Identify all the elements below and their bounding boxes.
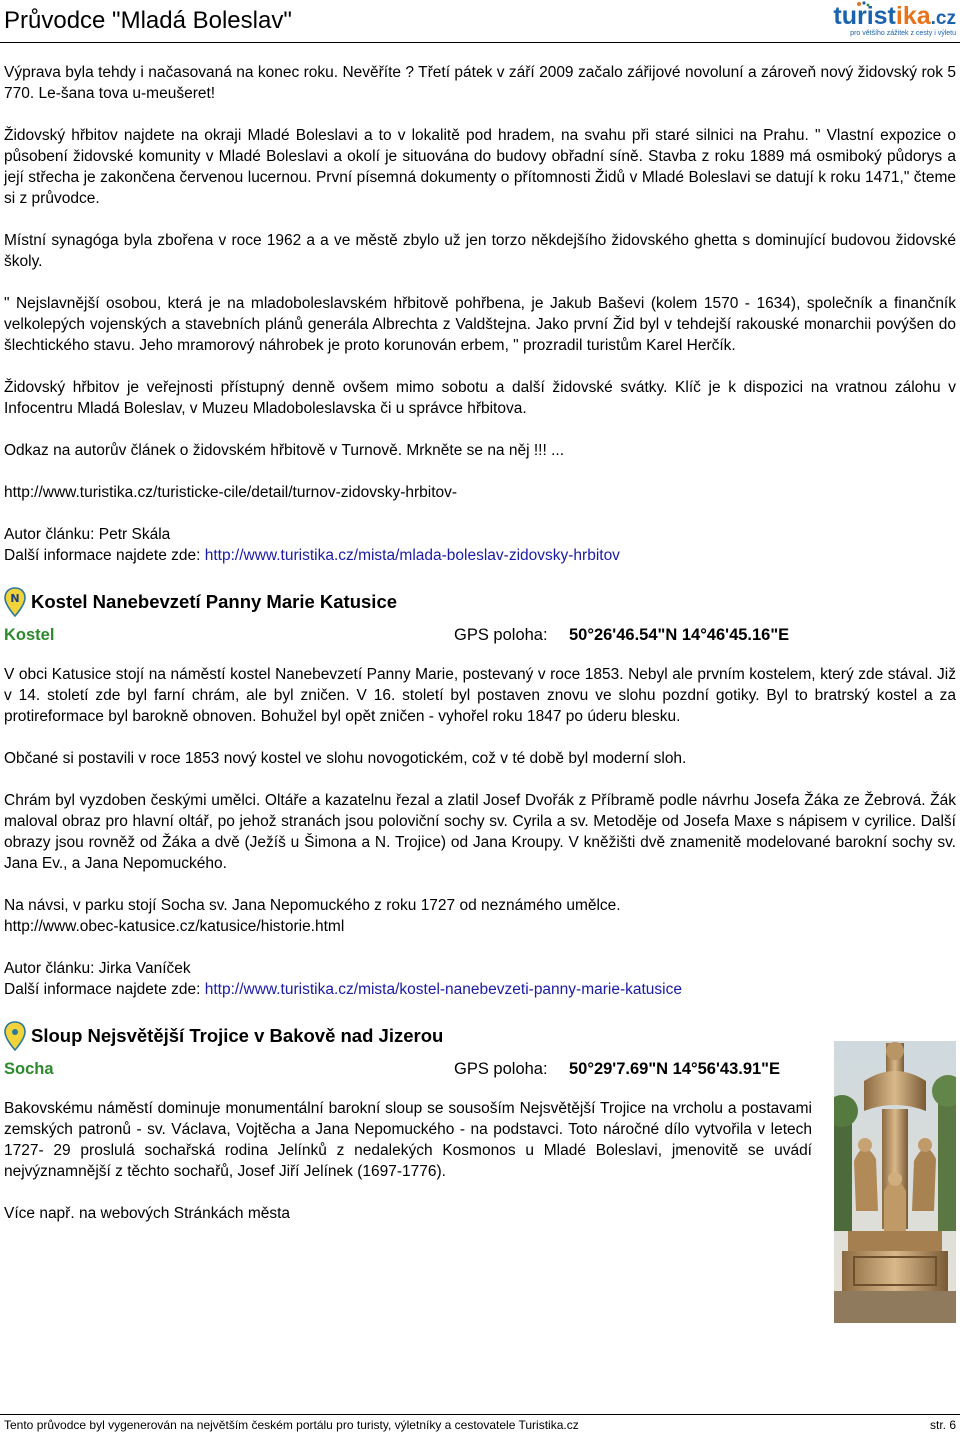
meta-row-socha bbox=[4, 1058, 956, 1082]
page-number: str. 6 bbox=[929, 1418, 956, 1432]
marker-letter: N bbox=[10, 592, 20, 605]
gps-value: 50°29'7.69"N 14°56'43.91"E bbox=[569, 1060, 781, 1078]
logo-cz: .cz bbox=[930, 8, 956, 29]
section-title-kostel: Kostel Nanebevzetí Panny Marie Katusice bbox=[31, 591, 398, 612]
footer-text: Tento průvodce byl vygenerován na největším českém portálu pro turisty, výletníky a cestovatele Turistika.cz bbox=[4, 1418, 579, 1432]
turnov-url: http://www.turistika.cz/turisticke-cile/detail/turnov-zidovsky-hrbitov- bbox=[4, 484, 458, 501]
footer-divider bbox=[0, 1414, 960, 1415]
article-body bbox=[4, 62, 956, 1245]
statue-photo bbox=[834, 1041, 956, 1323]
logo-ika: ika bbox=[895, 2, 931, 30]
header-divider bbox=[0, 42, 960, 43]
intro-paragraph-4: " Nejslavnější osobou, která je na mladoboleslavském hřbitově pohřbena, je Jakub Baševi (kolem 1570 - 1634), společník a finančník velkolepých vojenských a stavebních plánů generála Albrechta z Valdštejna. Jako první Žid byl v tehdejší rakouské monarchii povýšen do šlechtického stavu. Jeho mramorový náhrobek je proto korunován erbem, " prozradil turistům Karel Herčík. bbox=[4, 295, 956, 354]
category-kostel: Kostel bbox=[4, 626, 55, 644]
kostel-more-info-line bbox=[4, 979, 956, 1000]
document-title: Průvodce "Mladá Boleslav" bbox=[4, 7, 292, 34]
gps-label: GPS poloha: bbox=[454, 1060, 548, 1078]
section-title-socha: Sloup Nejsvětější Trojice v Bakově nad Jizerou bbox=[31, 1025, 444, 1046]
author-line: Autor článku: Petr Skála bbox=[4, 526, 171, 543]
map-pin-icon bbox=[4, 587, 26, 617]
trinity-column-image bbox=[834, 1041, 956, 1323]
kostel-paragraph-4: Na návsi, v parku stojí Socha sv. Jana Nepomuckého z roku 1727 od neznámého umělce. bbox=[4, 897, 621, 914]
intro-paragraph-5: Židovský hřbitov je veřejnosti přístupný denně ovšem mimo sobotu a další židovské svátky. Klíč je k dispozici na vratnou zálohu v Infocentru Mladá Boleslav, v Muzeu Mladoboleslavska či u správce hřbitova. bbox=[4, 379, 956, 417]
kostel-paragraph-1: V obci Katusice stojí na náměstí kostel Nanebevzetí Panny Marie, postevaný v roce 1853. Nebyl ale prvním kostelem, který zde stával. Již v 14. století zde byl farní chrám, ale byl zničen. V 16. století byl postaven znovu ve slohu pozdní gotiky. Byl to bratrský kostel a za protireformace byl barokně obnoven. Bohužel byl opět zničen - vyhořel roku 1847 po úderu blesku. bbox=[4, 666, 956, 725]
logo-turist: turist bbox=[833, 2, 896, 30]
intro-paragraph-2: Židovský hřbitov najdete na okraji Mladé Boleslavi a to v lokalitě pod hradem, na svahu při staré silnici na Prahu. " Vlastní expozice o působení židovské komunity v Mladé Boleslavi a okolí je situována do budovy obřadní síně. Stavba z roku 1889 má osmiboký půdorys a její střecha je zakončena červenou lucernou. První písemná dokumenty o přítomnosti Židů v Mladé Boleslavi se datují k roku 1471," čteme si z průvodce. bbox=[4, 127, 956, 207]
kostel-paragraph-3: Chrám byl vyzdoben českými umělci. Oltáře a kazatelnu řezal a zlatil Josef Dvořák z Příbramě podle návrhu Josefa Žáka ze Žebrová. Žák maloval obraz pro hlavní oltář, po jehož stranách jsou poloviční sochy sv. Cyrila a sv. Metoděje od Josefa Maxe s nápisem v cyrilice. Další obrazy jsou rovněž od Žáka a dvě (Ježíš u Šimona a N. Trojice) od Jana Kroupy. V kněžišti dvě znamenitě modelované barokní sochy sv. Jana Ev., a Jana Nepomuckého. bbox=[4, 792, 956, 872]
intro-paragraph-6: Odkaz na autorův článek o židovském hřbitově v Turnově. Mrkněte se na něj !!! ... bbox=[4, 442, 564, 459]
section-heading-socha bbox=[4, 1021, 956, 1051]
category-socha: Socha bbox=[4, 1060, 54, 1078]
more-info-link[interactable]: http://www.turistika.cz/mista/kostel-nanebevzeti-panny-marie-katusice bbox=[204, 981, 682, 998]
kostel-paragraph-2: Občané si postavili v roce 1853 nový kostel ve slohu novogotickém, což v té době byl moderní sloh. bbox=[4, 750, 687, 767]
kostel-author-line: Autor článku: Jirka Vaníček bbox=[4, 960, 191, 977]
intro-paragraph-1: Výprava byla tehdy i načasovaná na konec roku. Nevěříte ? Třetí pátek v září 2009 začalo zářijové novoluní a zároveň nový židovský rok 5 770. Le-šana tova u-meušeret! bbox=[4, 64, 956, 102]
gps-label: GPS poloha: bbox=[454, 626, 548, 644]
more-info-label: Další informace najdete zde: bbox=[4, 547, 205, 564]
gps-value: 50°26'46.54"N 14°46'45.16"E bbox=[569, 626, 790, 644]
section-heading-kostel bbox=[4, 587, 956, 617]
map-pin-icon bbox=[4, 1021, 26, 1051]
more-info-line bbox=[4, 545, 956, 566]
page-header bbox=[0, 0, 960, 44]
more-info-link[interactable]: http://www.turistika.cz/mista/mlada-boleslav-zidovsky-hrbitov bbox=[204, 547, 620, 564]
meta-row-kostel bbox=[4, 624, 956, 648]
logo-tagline: pro většího zážitek z cesty i výletu bbox=[850, 30, 956, 37]
kostel-history-url: http://www.obec-katusice.cz/katusice/historie.html bbox=[4, 918, 345, 935]
intro-paragraph-3: Místní synagóga byla zbořena v roce 1962 a a ve městě zbylo už jen torzo někdejšího židovského ghetta s dominující budovou židovské školy. bbox=[4, 232, 956, 270]
socha-paragraph-2: Více např. na webových Stránkách města bbox=[4, 1205, 291, 1222]
turistika-logo[interactable] bbox=[833, 2, 956, 40]
socha-paragraph-1: Bakovskému náměstí dominuje monumentální barokní sloup se sousoším Nejsvětější Trojice na vrcholu a postavami zemských patronů - sv. Václava, Vojtěcha a Jana Nepomuckého - na podstavci. Toto náročné dílo vytvořila v letech 1727- 29 proslulá sochařská rodina Jelínků z nedalekých Kosmonos u Mladé Boleslavi, jmenovitě se uvádí nejvýznamnější z těchto sochařů, Josef Jiří Jelínek (1697-1776). bbox=[4, 1100, 812, 1180]
more-info-label: Další informace najdete zde: bbox=[4, 981, 205, 998]
socha-body bbox=[4, 1098, 956, 1224]
